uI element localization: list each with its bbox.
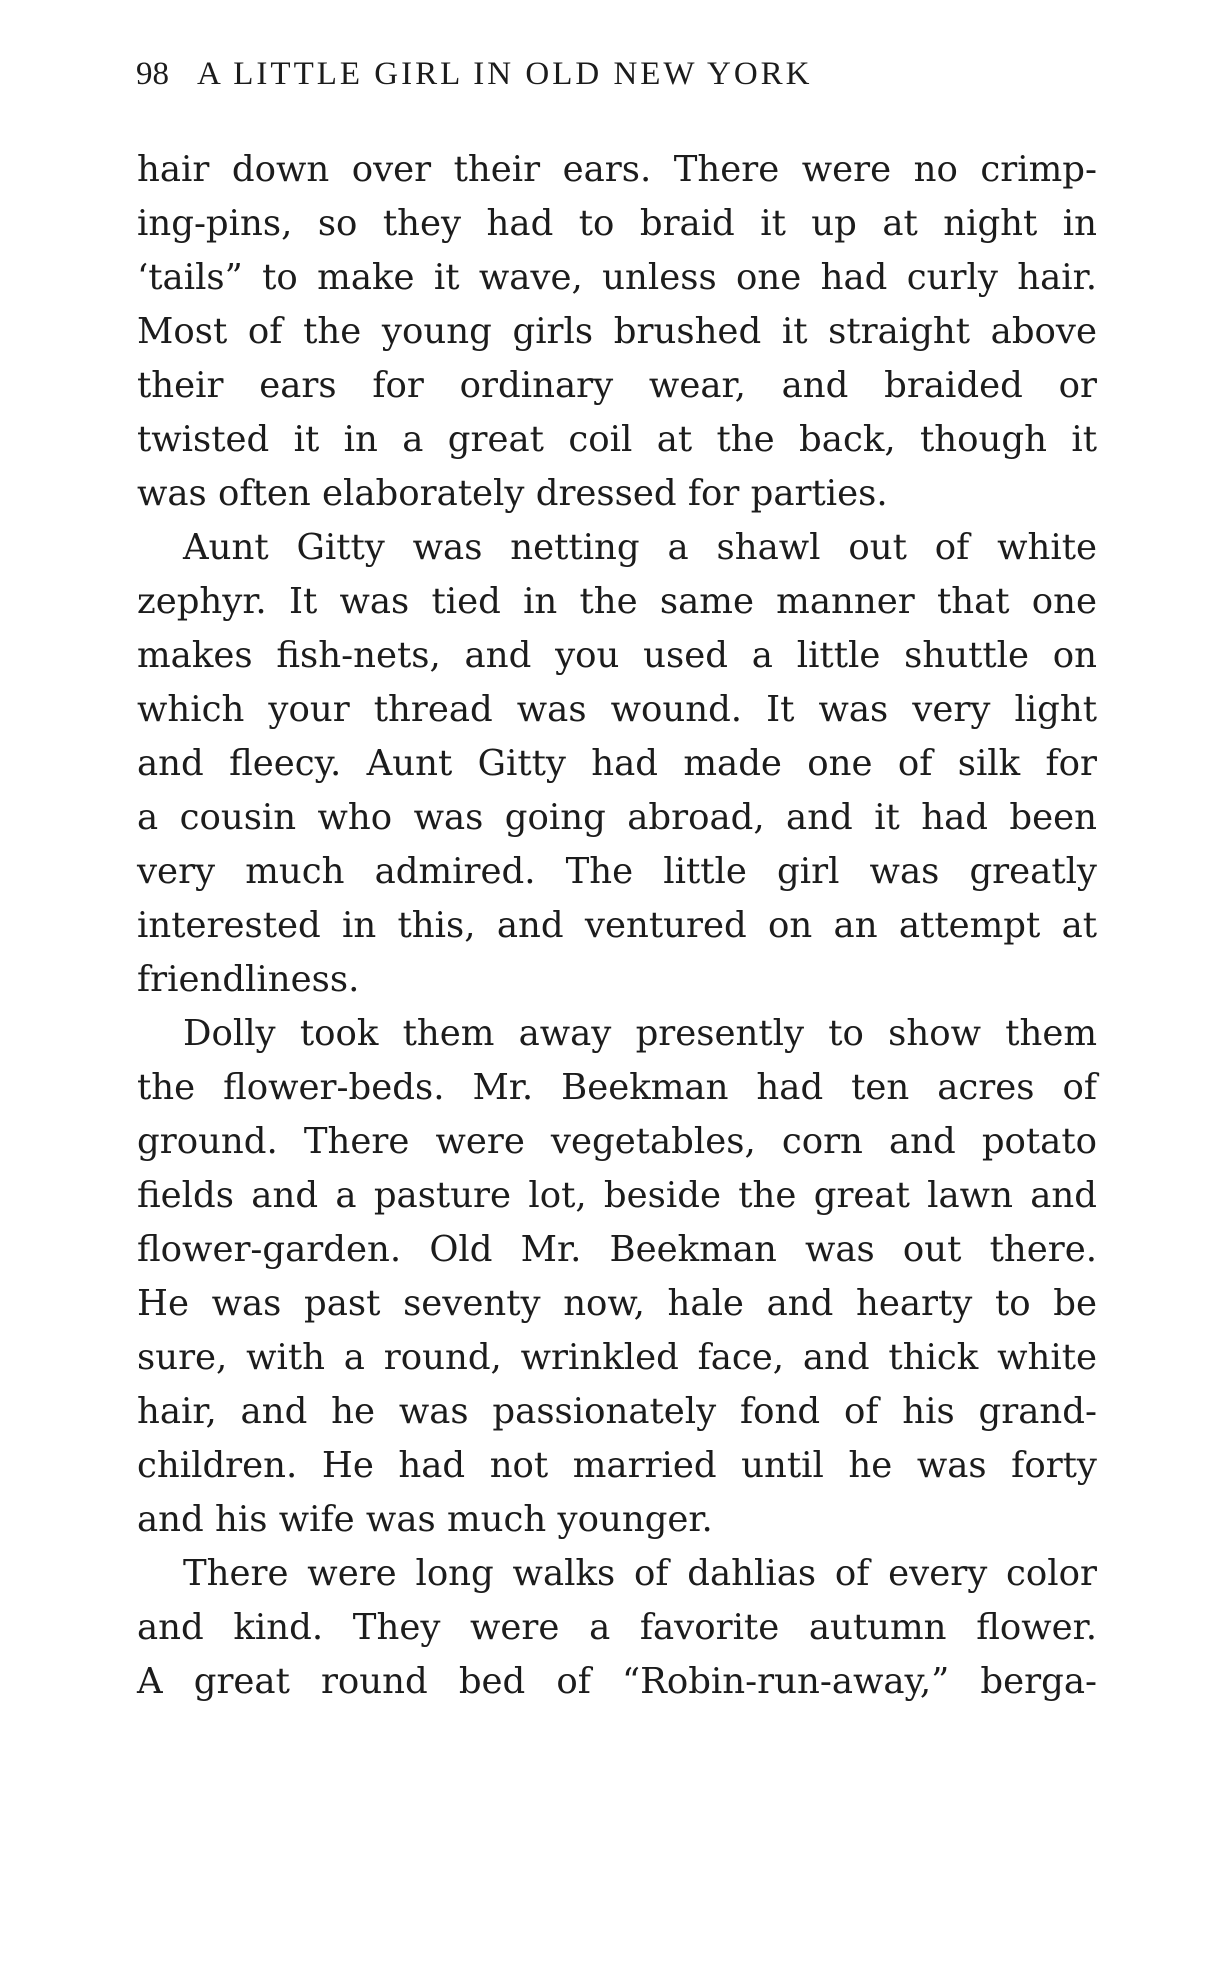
text-line: sure, with a round, wrinkled face, and thick white	[137, 1337, 1097, 1378]
text-line: Dolly took them away presently to show them	[183, 1013, 1097, 1054]
text-line: zephyr. It was tied in the same manner that one	[137, 581, 1097, 622]
text-line: ing-pins, so they had to braid it up at night in	[137, 203, 1097, 244]
text-line: A great round bed of “Robin-run-away,” berga-	[137, 1661, 1097, 1702]
text-line: friendliness.	[137, 959, 360, 1000]
running-title: A LITTLE GIRL IN OLD NEW YORK	[197, 56, 813, 92]
paragraph	[137, 1007, 1097, 1547]
text-line: children. He had not married until he was forty	[137, 1445, 1097, 1486]
text-line: the flower-beds. Mr. Beekman had ten acres of	[137, 1067, 1097, 1108]
paragraph	[137, 521, 1097, 1007]
text-line: hair, and he was passionately fond of his grand-	[137, 1391, 1097, 1432]
text-line: was often elaborately dressed for parties.	[137, 473, 888, 514]
text-line: ground. There were vegetables, corn and potato	[137, 1121, 1097, 1162]
text-line: which your thread was wound. It was very light	[137, 689, 1097, 730]
text-line: very much admired. The little girl was greatly	[137, 851, 1097, 892]
running-head	[136, 52, 1096, 96]
paragraph	[137, 143, 1097, 521]
text-line: a cousin who was going abroad, and it had been	[137, 797, 1097, 838]
text-line: and fleecy. Aunt Gitty had made one of silk for	[137, 743, 1097, 784]
body-text	[137, 143, 1097, 1709]
text-line: Most of the young girls brushed it straight above	[137, 311, 1097, 352]
page-number: 98	[136, 56, 169, 92]
text-line: hair down over their ears. There were no crimp-	[137, 149, 1097, 190]
text-line: fields and a pasture lot, beside the great lawn and	[137, 1175, 1097, 1216]
text-line: twisted it in a great coil at the back, though it	[137, 419, 1097, 460]
paragraph	[137, 1547, 1097, 1709]
text-line: and his wife was much younger.	[137, 1499, 713, 1540]
text-line: interested in this, and ventured on an attempt at	[137, 905, 1097, 946]
text-line: and kind. They were a favorite autumn flower.	[137, 1607, 1097, 1648]
text-line: Aunt Gitty was netting a shawl out of white	[183, 527, 1097, 568]
text-line: their ears for ordinary wear, and braided or	[137, 365, 1097, 406]
text-line: There were long walks of dahlias of every color	[183, 1553, 1097, 1594]
text-line: makes fish-nets, and you used a little shuttle on	[137, 635, 1097, 676]
text-line: flower-garden. Old Mr. Beekman was out there.	[137, 1229, 1097, 1270]
text-line: ‘tails” to make it wave, unless one had curly hair.	[137, 257, 1097, 298]
text-line: He was past seventy now, hale and hearty to be	[137, 1283, 1097, 1324]
